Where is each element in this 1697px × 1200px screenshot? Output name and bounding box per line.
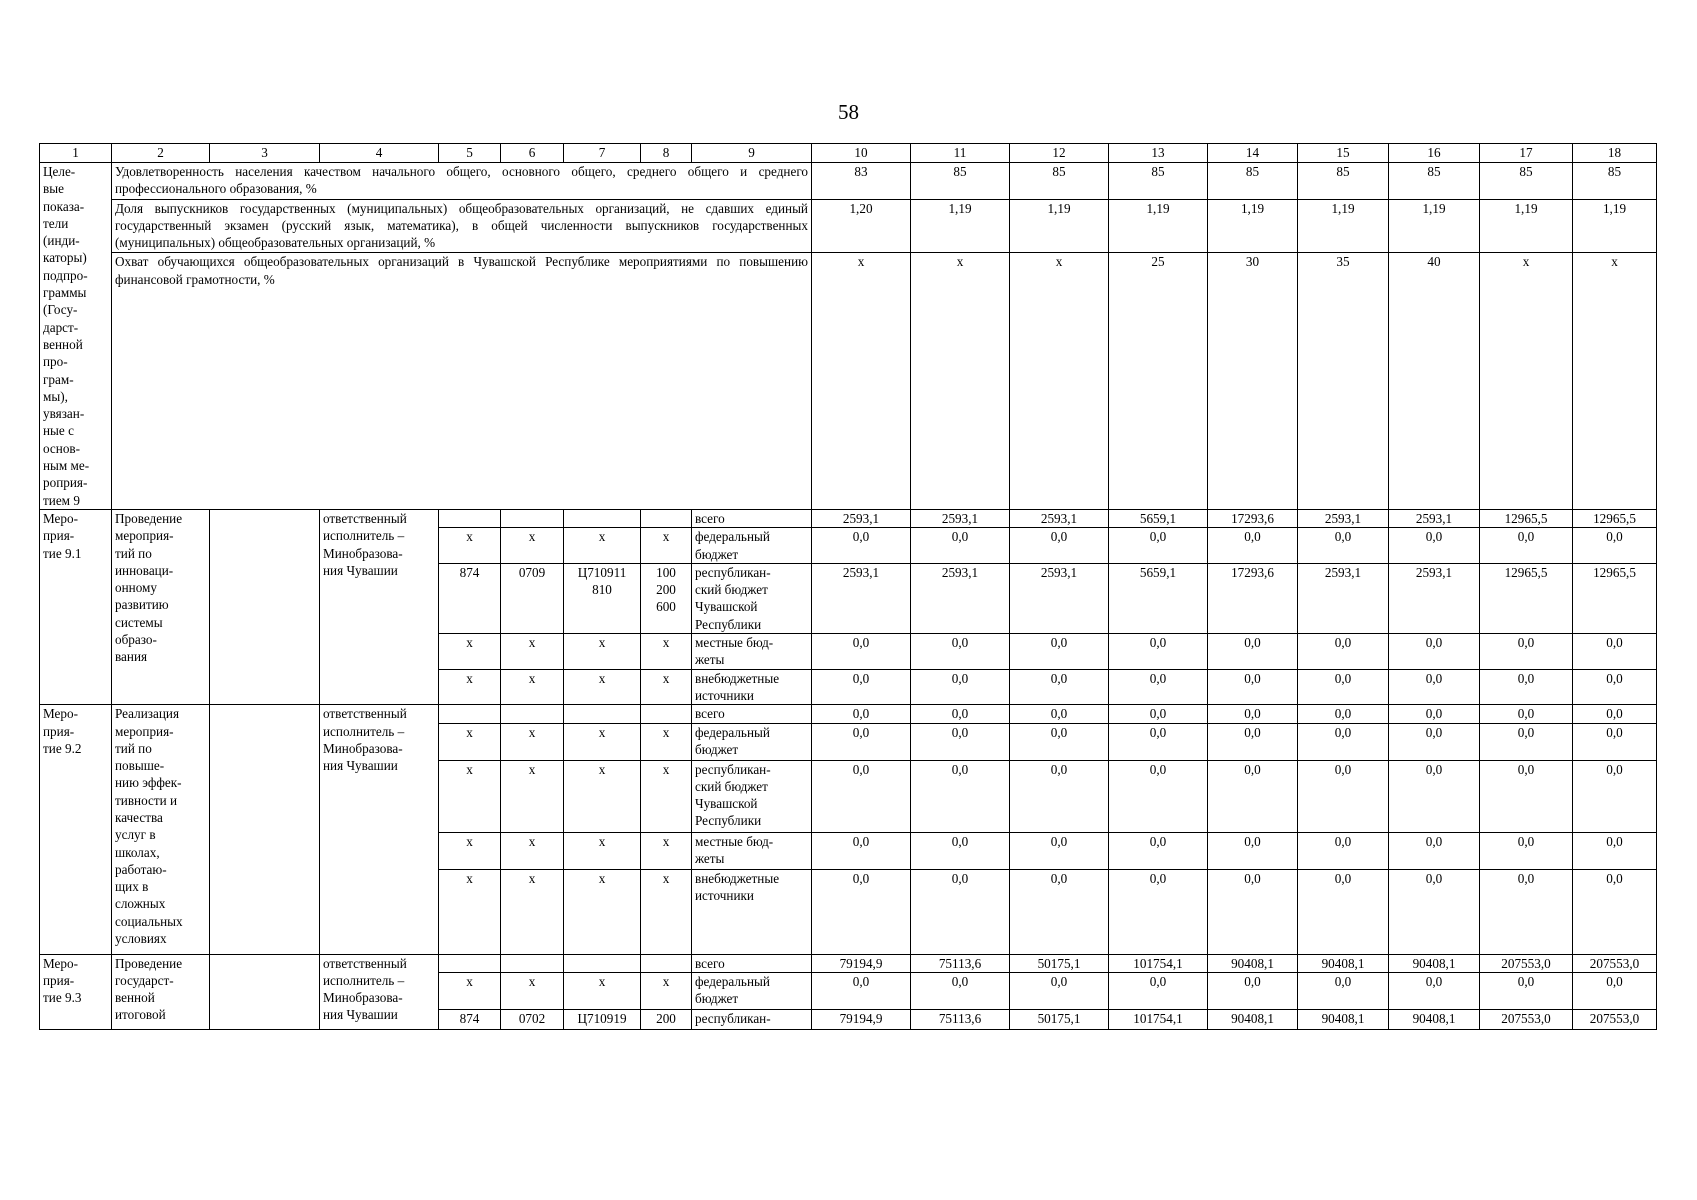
funding-value: 0,0 (1480, 760, 1573, 832)
funding-value: 0,0 (1109, 528, 1208, 564)
funding-source: республикан- ский бюджет Чувашской Республики (692, 760, 812, 832)
grbs-code: x (439, 869, 501, 954)
funding-value: 101754,1 (1109, 954, 1208, 972)
funding-value: 0,0 (1010, 528, 1109, 564)
funding-value: 0,0 (1109, 669, 1208, 705)
column-number: 5 (439, 144, 501, 163)
target-article-code (564, 509, 641, 527)
funding-value: 0,0 (1010, 869, 1109, 954)
target-value: 1,19 (911, 199, 1010, 253)
funding-value: 0,0 (1389, 634, 1480, 670)
funding-value: 0,0 (1389, 869, 1480, 954)
funding-value: 0,0 (1208, 972, 1298, 1009)
funding-value: 0,0 (1298, 669, 1389, 705)
funding-value: 0,0 (1389, 669, 1480, 705)
funding-value: 75113,6 (911, 954, 1010, 972)
funding-value: 207553,0 (1573, 954, 1657, 972)
target-article-code: x (564, 669, 641, 705)
funding-value: 0,0 (1573, 869, 1657, 954)
column-number: 17 (1480, 144, 1573, 163)
funding-value: 75113,6 (911, 1009, 1010, 1029)
section-code: x (501, 669, 564, 705)
column-number: 16 (1389, 144, 1480, 163)
section-code: x (501, 832, 564, 869)
funding-value: 2593,1 (1010, 563, 1109, 633)
column-number: 8 (641, 144, 692, 163)
target-indicator-text: Охват обучающихся общеобразовательных организаций в Чувашской Республике мероприятиями по повышению финансовой грамотности, % (112, 253, 812, 509)
funding-value: 90408,1 (1389, 1009, 1480, 1029)
funding-source: всего (692, 509, 812, 527)
target-group-label: Целе- вые показа- тели (инди- каторы) подпро- граммы (Госу- дарст- венной про- грам- мы), увязан- ные с основ- ным ме- роприя- тием 9 (40, 163, 112, 510)
funding-value: 0,0 (812, 669, 911, 705)
funding-value: 0,0 (1573, 705, 1657, 723)
funding-value: 90408,1 (1298, 954, 1389, 972)
target-article-code: x (564, 723, 641, 760)
funding-source: федеральный бюджет (692, 723, 812, 760)
funding-value: 0,0 (812, 832, 911, 869)
funding-value: 2593,1 (911, 563, 1010, 633)
funding-value: 2593,1 (911, 509, 1010, 527)
funding-value: 0,0 (1298, 723, 1389, 760)
column-number: 11 (911, 144, 1010, 163)
funding-source: республикан- (692, 1009, 812, 1029)
funding-value: 0,0 (1573, 972, 1657, 1009)
funding-value: 2593,1 (1298, 563, 1389, 633)
funding-value: 0,0 (1208, 528, 1298, 564)
column-number: 4 (320, 144, 439, 163)
funding-value: 0,0 (911, 669, 1010, 705)
funding-value: 0,0 (1480, 705, 1573, 723)
funding-value: 0,0 (1208, 832, 1298, 869)
grbs-code (439, 705, 501, 723)
expense-type-code: x (641, 669, 692, 705)
target-value: 40 (1389, 253, 1480, 509)
funding-value: 0,0 (1208, 723, 1298, 760)
funding-value: 90408,1 (1208, 954, 1298, 972)
column-number-row (40, 144, 1657, 163)
funding-value: 0,0 (1109, 723, 1208, 760)
funding-value: 0,0 (1480, 972, 1573, 1009)
funding-value: 0,0 (1480, 528, 1573, 564)
target-article-code: x (564, 869, 641, 954)
funding-source: внебюджетные источники (692, 669, 812, 705)
funding-value: 90408,1 (1208, 1009, 1298, 1029)
funding-value: 0,0 (911, 723, 1010, 760)
section-code (501, 705, 564, 723)
column-number: 6 (501, 144, 564, 163)
column-number: 3 (210, 144, 320, 163)
funding-value: 0,0 (812, 723, 911, 760)
target-value: 83 (812, 163, 911, 200)
target-indicator-text: Доля выпускников государственных (муниципальных) общеобразовательных организаций, не сдавших единый государственный экзамен (русский язык, математика), в общей численности выпускников государственных (муниципальных) общеобразовательных организаций, % (112, 199, 812, 253)
target-value: x (1480, 253, 1573, 509)
funding-value: 2593,1 (1298, 509, 1389, 527)
funding-value: 0,0 (1480, 723, 1573, 760)
target-value: x (1010, 253, 1109, 509)
target-value: 85 (1109, 163, 1208, 200)
event-label: Меро- прия- тие 9.3 (40, 954, 112, 1029)
funding-value: 0,0 (1573, 832, 1657, 869)
event-col-3 (210, 509, 320, 704)
section-code: 0702 (501, 1009, 564, 1029)
funding-value: 0,0 (812, 972, 911, 1009)
funding-value: 0,0 (1109, 832, 1208, 869)
funding-value: 0,0 (1389, 528, 1480, 564)
funding-value: 0,0 (911, 634, 1010, 670)
funding-value: 0,0 (1298, 869, 1389, 954)
funding-value: 0,0 (1109, 705, 1208, 723)
event-name: Проведение мероприя- тий по инноваци- онному развитию системы образо- вания (112, 509, 210, 704)
funding-value: 0,0 (1208, 634, 1298, 670)
funding-value: 0,0 (1208, 669, 1298, 705)
funding-value: 0,0 (1480, 669, 1573, 705)
target-value: 1,19 (1573, 199, 1657, 253)
funding-value: 5659,1 (1109, 563, 1208, 633)
target-value: 25 (1109, 253, 1208, 509)
grbs-code: 874 (439, 1009, 501, 1029)
funding-value: 0,0 (911, 760, 1010, 832)
funding-source: внебюджетные источники (692, 869, 812, 954)
funding-value: 0,0 (911, 972, 1010, 1009)
funding-value: 12965,5 (1480, 563, 1573, 633)
funding-value: 0,0 (812, 705, 911, 723)
expense-type-code (641, 954, 692, 972)
target-value: x (911, 253, 1010, 509)
program-table (39, 143, 1657, 1030)
funding-value: 90408,1 (1298, 1009, 1389, 1029)
funding-value: 79194,9 (812, 954, 911, 972)
target-article-code: x (564, 528, 641, 564)
event-label: Меро- прия- тие 9.2 (40, 705, 112, 954)
grbs-code: x (439, 972, 501, 1009)
target-value: 85 (1298, 163, 1389, 200)
funding-value: 0,0 (1109, 869, 1208, 954)
funding-value: 50175,1 (1010, 954, 1109, 972)
target-value: 85 (1208, 163, 1298, 200)
funding-value: 12965,5 (1480, 509, 1573, 527)
column-number: 14 (1208, 144, 1298, 163)
funding-source: местные бюд- жеты (692, 634, 812, 670)
target-value: 1,19 (1298, 199, 1389, 253)
target-value: 85 (1480, 163, 1573, 200)
target-value: 1,19 (1109, 199, 1208, 253)
target-article-code: x (564, 760, 641, 832)
funding-value: 0,0 (1010, 634, 1109, 670)
target-value: 1,20 (812, 199, 911, 253)
funding-source: всего (692, 954, 812, 972)
funding-value: 0,0 (1010, 832, 1109, 869)
target-article-code: Ц710911 810 (564, 563, 641, 633)
section-code: x (501, 869, 564, 954)
funding-value: 0,0 (1109, 972, 1208, 1009)
target-value: x (1573, 253, 1657, 509)
funding-value: 0,0 (1573, 528, 1657, 564)
funding-value: 0,0 (1109, 760, 1208, 832)
section-code: 0709 (501, 563, 564, 633)
grbs-code: x (439, 832, 501, 869)
funding-value: 207553,0 (1480, 954, 1573, 972)
column-number: 9 (692, 144, 812, 163)
target-value: x (812, 253, 911, 509)
event-col-3 (210, 705, 320, 954)
page-number: 58 (838, 100, 859, 124)
funding-value: 2593,1 (1389, 563, 1480, 633)
target-indicator-text: Удовлетворенность населения качеством начального общего, основного общего, среднего общего и среднего профессионального образования, % (112, 163, 812, 200)
funding-value: 0,0 (1010, 723, 1109, 760)
expense-type-code (641, 705, 692, 723)
section-code: x (501, 760, 564, 832)
column-number: 18 (1573, 144, 1657, 163)
grbs-code: x (439, 634, 501, 670)
section-code: x (501, 972, 564, 1009)
column-number: 2 (112, 144, 210, 163)
funding-value: 2593,1 (1389, 509, 1480, 527)
expense-type-code (641, 509, 692, 527)
column-number: 1 (40, 144, 112, 163)
funding-value: 0,0 (1298, 634, 1389, 670)
target-indicator-row (40, 163, 1657, 200)
funding-value: 0,0 (1389, 760, 1480, 832)
grbs-code: 874 (439, 563, 501, 633)
grbs-code: x (439, 528, 501, 564)
funding-value: 12965,5 (1573, 509, 1657, 527)
funding-value: 0,0 (1208, 869, 1298, 954)
funding-value: 0,0 (1010, 760, 1109, 832)
funding-value: 0,0 (911, 869, 1010, 954)
target-value: 1,19 (1010, 199, 1109, 253)
funding-value: 0,0 (1573, 723, 1657, 760)
column-number: 13 (1109, 144, 1208, 163)
funding-value: 0,0 (1298, 528, 1389, 564)
expense-type-code: x (641, 760, 692, 832)
funding-value: 0,0 (1573, 760, 1657, 832)
event-row (40, 509, 1657, 527)
expense-type-code: x (641, 972, 692, 1009)
funding-value: 0,0 (911, 705, 1010, 723)
section-code: x (501, 528, 564, 564)
funding-value: 50175,1 (1010, 1009, 1109, 1029)
event-name: Проведение государст- венной итоговой (112, 954, 210, 1029)
event-col-3 (210, 954, 320, 1029)
target-value: 1,19 (1389, 199, 1480, 253)
funding-value: 0,0 (812, 760, 911, 832)
target-value: 30 (1208, 253, 1298, 509)
expense-type-code: x (641, 869, 692, 954)
funding-source: федеральный бюджет (692, 528, 812, 564)
funding-value: 2593,1 (812, 509, 911, 527)
column-number: 7 (564, 144, 641, 163)
funding-value: 17293,6 (1208, 563, 1298, 633)
funding-source: местные бюд- жеты (692, 832, 812, 869)
funding-value: 0,0 (1010, 669, 1109, 705)
funding-value: 0,0 (1298, 832, 1389, 869)
event-row (40, 954, 1657, 972)
target-article-code: Ц710919 (564, 1009, 641, 1029)
funding-value: 12965,5 (1573, 563, 1657, 633)
funding-value: 2593,1 (812, 563, 911, 633)
grbs-code: x (439, 723, 501, 760)
target-article-code: x (564, 634, 641, 670)
event-row (40, 705, 1657, 723)
target-value: 85 (1573, 163, 1657, 200)
expense-type-code: x (641, 832, 692, 869)
funding-value: 0,0 (812, 869, 911, 954)
funding-value: 0,0 (1573, 669, 1657, 705)
column-number: 15 (1298, 144, 1389, 163)
funding-value: 0,0 (1389, 705, 1480, 723)
grbs-code: x (439, 669, 501, 705)
target-value: 85 (1389, 163, 1480, 200)
grbs-code: x (439, 760, 501, 832)
column-number: 12 (1010, 144, 1109, 163)
funding-value: 0,0 (1389, 723, 1480, 760)
target-value: 1,19 (1480, 199, 1573, 253)
funding-value: 0,0 (911, 528, 1010, 564)
target-value: 35 (1298, 253, 1389, 509)
funding-value: 2593,1 (1010, 509, 1109, 527)
event-label: Меро- прия- тие 9.1 (40, 509, 112, 704)
event-executor: ответственный исполнитель – Минобразова- ния Чувашии (320, 509, 439, 704)
section-code: x (501, 634, 564, 670)
funding-value: 0,0 (812, 634, 911, 670)
funding-value: 5659,1 (1109, 509, 1208, 527)
funding-value: 0,0 (1208, 760, 1298, 832)
funding-value: 79194,9 (812, 1009, 911, 1029)
column-number: 10 (812, 144, 911, 163)
funding-value: 0,0 (1389, 832, 1480, 869)
expense-type-code: x (641, 634, 692, 670)
funding-value: 90408,1 (1389, 954, 1480, 972)
funding-value: 0,0 (1208, 705, 1298, 723)
target-value: 1,19 (1208, 199, 1298, 253)
funding-value: 0,0 (1109, 634, 1208, 670)
event-name: Реализация мероприя- тий по повыше- нию эффек- тивности и качества услуг в школах, работаю- щих в сложных социальных условиях (112, 705, 210, 954)
target-article-code (564, 705, 641, 723)
grbs-code (439, 954, 501, 972)
section-code (501, 509, 564, 527)
funding-value: 0,0 (1480, 869, 1573, 954)
expense-type-code: x (641, 723, 692, 760)
event-executor: ответственный исполнитель – Минобразова- ния Чувашии (320, 705, 439, 954)
funding-value: 0,0 (1010, 972, 1109, 1009)
funding-value: 207553,0 (1573, 1009, 1657, 1029)
funding-value: 0,0 (1298, 972, 1389, 1009)
funding-value: 0,0 (1480, 634, 1573, 670)
funding-source: всего (692, 705, 812, 723)
target-value: 85 (911, 163, 1010, 200)
target-article-code: x (564, 972, 641, 1009)
target-article-code (564, 954, 641, 972)
funding-source: республикан- ский бюджет Чувашской Республики (692, 563, 812, 633)
funding-value: 0,0 (812, 528, 911, 564)
funding-value: 0,0 (1480, 832, 1573, 869)
expense-type-code: 200 (641, 1009, 692, 1029)
target-indicator-row (40, 253, 1657, 509)
section-code: x (501, 723, 564, 760)
target-article-code: x (564, 832, 641, 869)
target-indicator-row (40, 199, 1657, 253)
target-value: 85 (1010, 163, 1109, 200)
funding-value: 17293,6 (1208, 509, 1298, 527)
funding-value: 207553,0 (1480, 1009, 1573, 1029)
funding-value: 0,0 (1389, 972, 1480, 1009)
expense-type-code: x (641, 528, 692, 564)
funding-value: 0,0 (1298, 760, 1389, 832)
funding-value: 101754,1 (1109, 1009, 1208, 1029)
funding-value: 0,0 (1010, 705, 1109, 723)
expense-type-code: 100 200 600 (641, 563, 692, 633)
funding-value: 0,0 (911, 832, 1010, 869)
funding-value: 0,0 (1573, 634, 1657, 670)
event-executor: ответственный исполнитель – Минобразова- ния Чувашии (320, 954, 439, 1029)
funding-source: федеральный бюджет (692, 972, 812, 1009)
section-code (501, 954, 564, 972)
funding-value: 0,0 (1298, 705, 1389, 723)
grbs-code (439, 509, 501, 527)
